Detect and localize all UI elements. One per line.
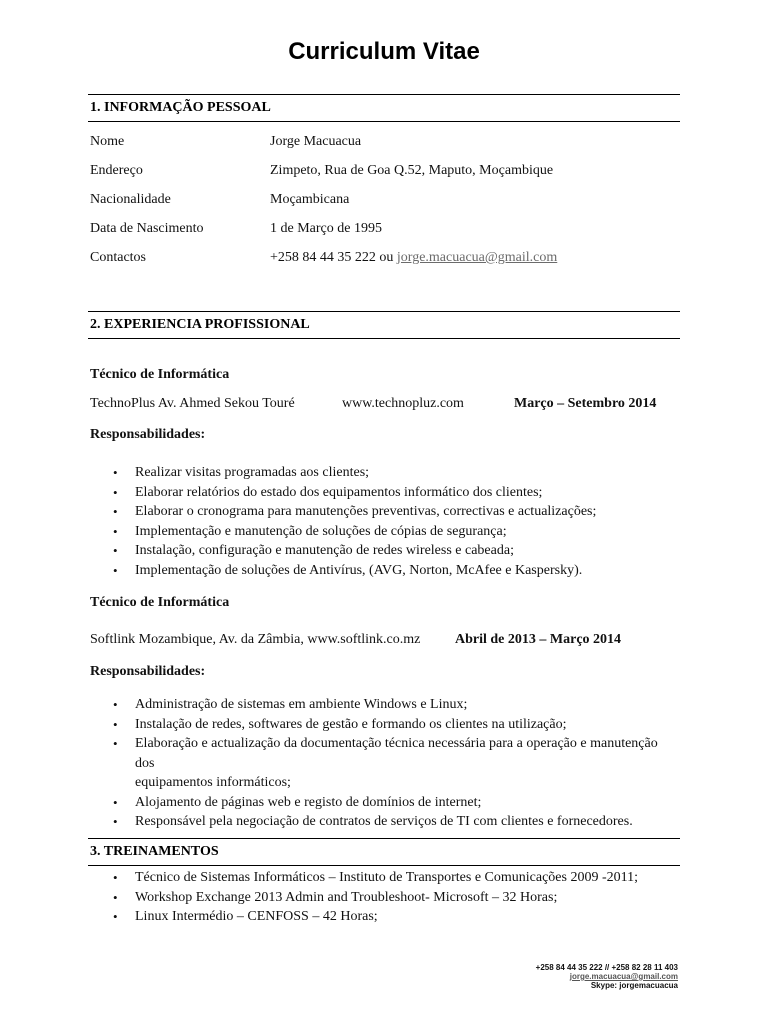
list-item <box>0 463 680 483</box>
list-item-text: Elaborar o cronograma para manutenções preventivas, correctivas e actualizações; <box>135 504 597 519</box>
list-item-text: Linux Intermédio – CENFOSS – 42 Horas; <box>135 909 378 924</box>
bullet-icon: • <box>113 562 118 578</box>
list-item-text: Técnico de Sistemas Informáticos – Instituto de Transportes e Comunicações 2009 -2011; <box>135 870 639 885</box>
personal-value: Moçambicana <box>270 192 350 207</box>
list-item-continuation <box>0 773 680 793</box>
bullet-icon: • <box>113 504 118 519</box>
responsibilities-list <box>0 695 680 832</box>
job-title: Técnico de Informática <box>90 367 230 382</box>
personal-row-address <box>90 163 680 183</box>
list-item <box>0 734 680 773</box>
list-item <box>0 561 680 581</box>
bullet-icon: • <box>113 909 118 924</box>
list-item-text: equipamentos informáticos; <box>135 775 291 790</box>
bullet-icon: • <box>113 543 118 558</box>
list-item <box>0 793 680 813</box>
list-item <box>0 907 680 927</box>
list-item <box>0 695 680 715</box>
email-link[interactable]: jorge.macuacua@gmail.com <box>396 250 558 265</box>
personal-row-nationality <box>90 192 680 212</box>
section-title-personal: 1. INFORMAÇÃO PESSOAL <box>90 100 271 115</box>
footer-email[interactable]: jorge.macuacua@gmail.com <box>569 972 678 981</box>
footer-skype: Skype: jorgemacuacua <box>590 981 678 990</box>
job-title: Técnico de Informática <box>90 595 230 610</box>
list-item-text: Responsável pela negociação de contratos de serviços de TI com clientes e fornecedores. <box>135 814 633 829</box>
list-item <box>0 483 680 503</box>
section-header-personal <box>88 94 680 122</box>
personal-value: Zimpeto, Rua de Goa Q.52, Maputo, Moçambique <box>270 163 554 178</box>
list-item-text: Implementação e manutenção de soluções de cópias de segurança; <box>135 523 507 539</box>
list-item-text: Elaboração e actualização da documentação técnica necessária para a operação e manutenção dos <box>135 736 658 771</box>
bullet-icon: • <box>113 814 118 829</box>
job-period: Março – Setembro 2014 <box>514 396 657 411</box>
job-details <box>90 632 680 652</box>
list-item <box>0 502 680 522</box>
list-item-text: Instalação, configuração e manutenção de redes wireless e cabeada; <box>135 543 514 558</box>
bullet-icon: • <box>113 736 118 751</box>
list-item-text: Realizar visitas programadas aos clientes; <box>135 465 370 480</box>
personal-label: Nome <box>90 134 125 149</box>
bullet-icon: • <box>113 697 118 712</box>
section-header-experience <box>88 311 680 339</box>
job-details <box>90 396 680 416</box>
bullet-icon: • <box>113 889 118 905</box>
responsibilities-list <box>0 463 680 580</box>
job-website: www.technopluz.com <box>342 396 464 411</box>
section-header-training <box>88 838 680 866</box>
list-item <box>0 812 680 832</box>
bullet-icon: • <box>113 716 118 732</box>
personal-label: Nacionalidade <box>90 192 171 207</box>
footer-phones: +258 84 44 35 222 // +258 82 28 11 403 <box>535 963 678 972</box>
list-item-text: Instalação de redes, softwares de gestão e formando os clientes na utilização; <box>135 716 567 732</box>
personal-label: Endereço <box>90 163 143 178</box>
personal-label: Data de Nascimento <box>90 221 204 236</box>
personal-value: Jorge Macuacua <box>270 134 362 149</box>
list-item-text: Administração de sistemas em ambiente Windows e Linux; <box>135 697 468 712</box>
list-item <box>0 888 680 908</box>
list-item-text: Implementação de soluções de Antivírus, (AVG, Norton, McAfee e Kaspersky). <box>135 562 583 578</box>
job-company: Softlink Mozambique, Av. da Zâmbia, www.softlink.co.mz <box>90 632 421 647</box>
responsibilities-label: Responsabilidades: <box>90 664 206 679</box>
list-item-text: Workshop Exchange 2013 Admin and Troubleshoot- Microsoft – 32 Horas; <box>135 889 558 905</box>
bullet-icon: • <box>113 465 118 480</box>
list-item <box>0 715 680 735</box>
bullet-icon: • <box>113 794 118 810</box>
list-item <box>0 541 680 561</box>
section-title-experience: 2. EXPERIENCIA PROFISSIONAL <box>90 317 310 332</box>
responsibilities-label: Responsabilidades: <box>90 427 206 442</box>
list-item <box>0 868 680 888</box>
page-title: Curriculum Vitae <box>288 38 480 65</box>
personal-label: Contactos <box>90 250 146 265</box>
job-period: Abril de 2013 – Março 2014 <box>455 632 622 647</box>
training-list <box>0 868 680 927</box>
list-item-text: Alojamento de páginas web e registo de domínios de internet; <box>135 794 482 810</box>
phone-text: +258 84 44 35 222 ou <box>270 250 397 265</box>
list-item-text: Elaborar relatórios do estado dos equipamentos informático dos clientes; <box>135 484 543 500</box>
personal-row-name <box>90 134 680 154</box>
personal-row-birthdate <box>90 221 680 241</box>
job-company: TechnoPlus Av. Ahmed Sekou Touré <box>90 396 295 411</box>
bullet-icon: • <box>113 484 118 500</box>
bullet-icon: • <box>113 523 118 539</box>
bullet-icon: • <box>113 870 118 885</box>
personal-row-contacts <box>90 250 680 270</box>
personal-value <box>270 250 557 266</box>
section-title-training: 3. TREINAMENTOS <box>90 844 219 859</box>
list-item <box>0 522 680 542</box>
personal-value: 1 de Março de 1995 <box>270 221 382 236</box>
footer-contacts <box>536 963 678 990</box>
